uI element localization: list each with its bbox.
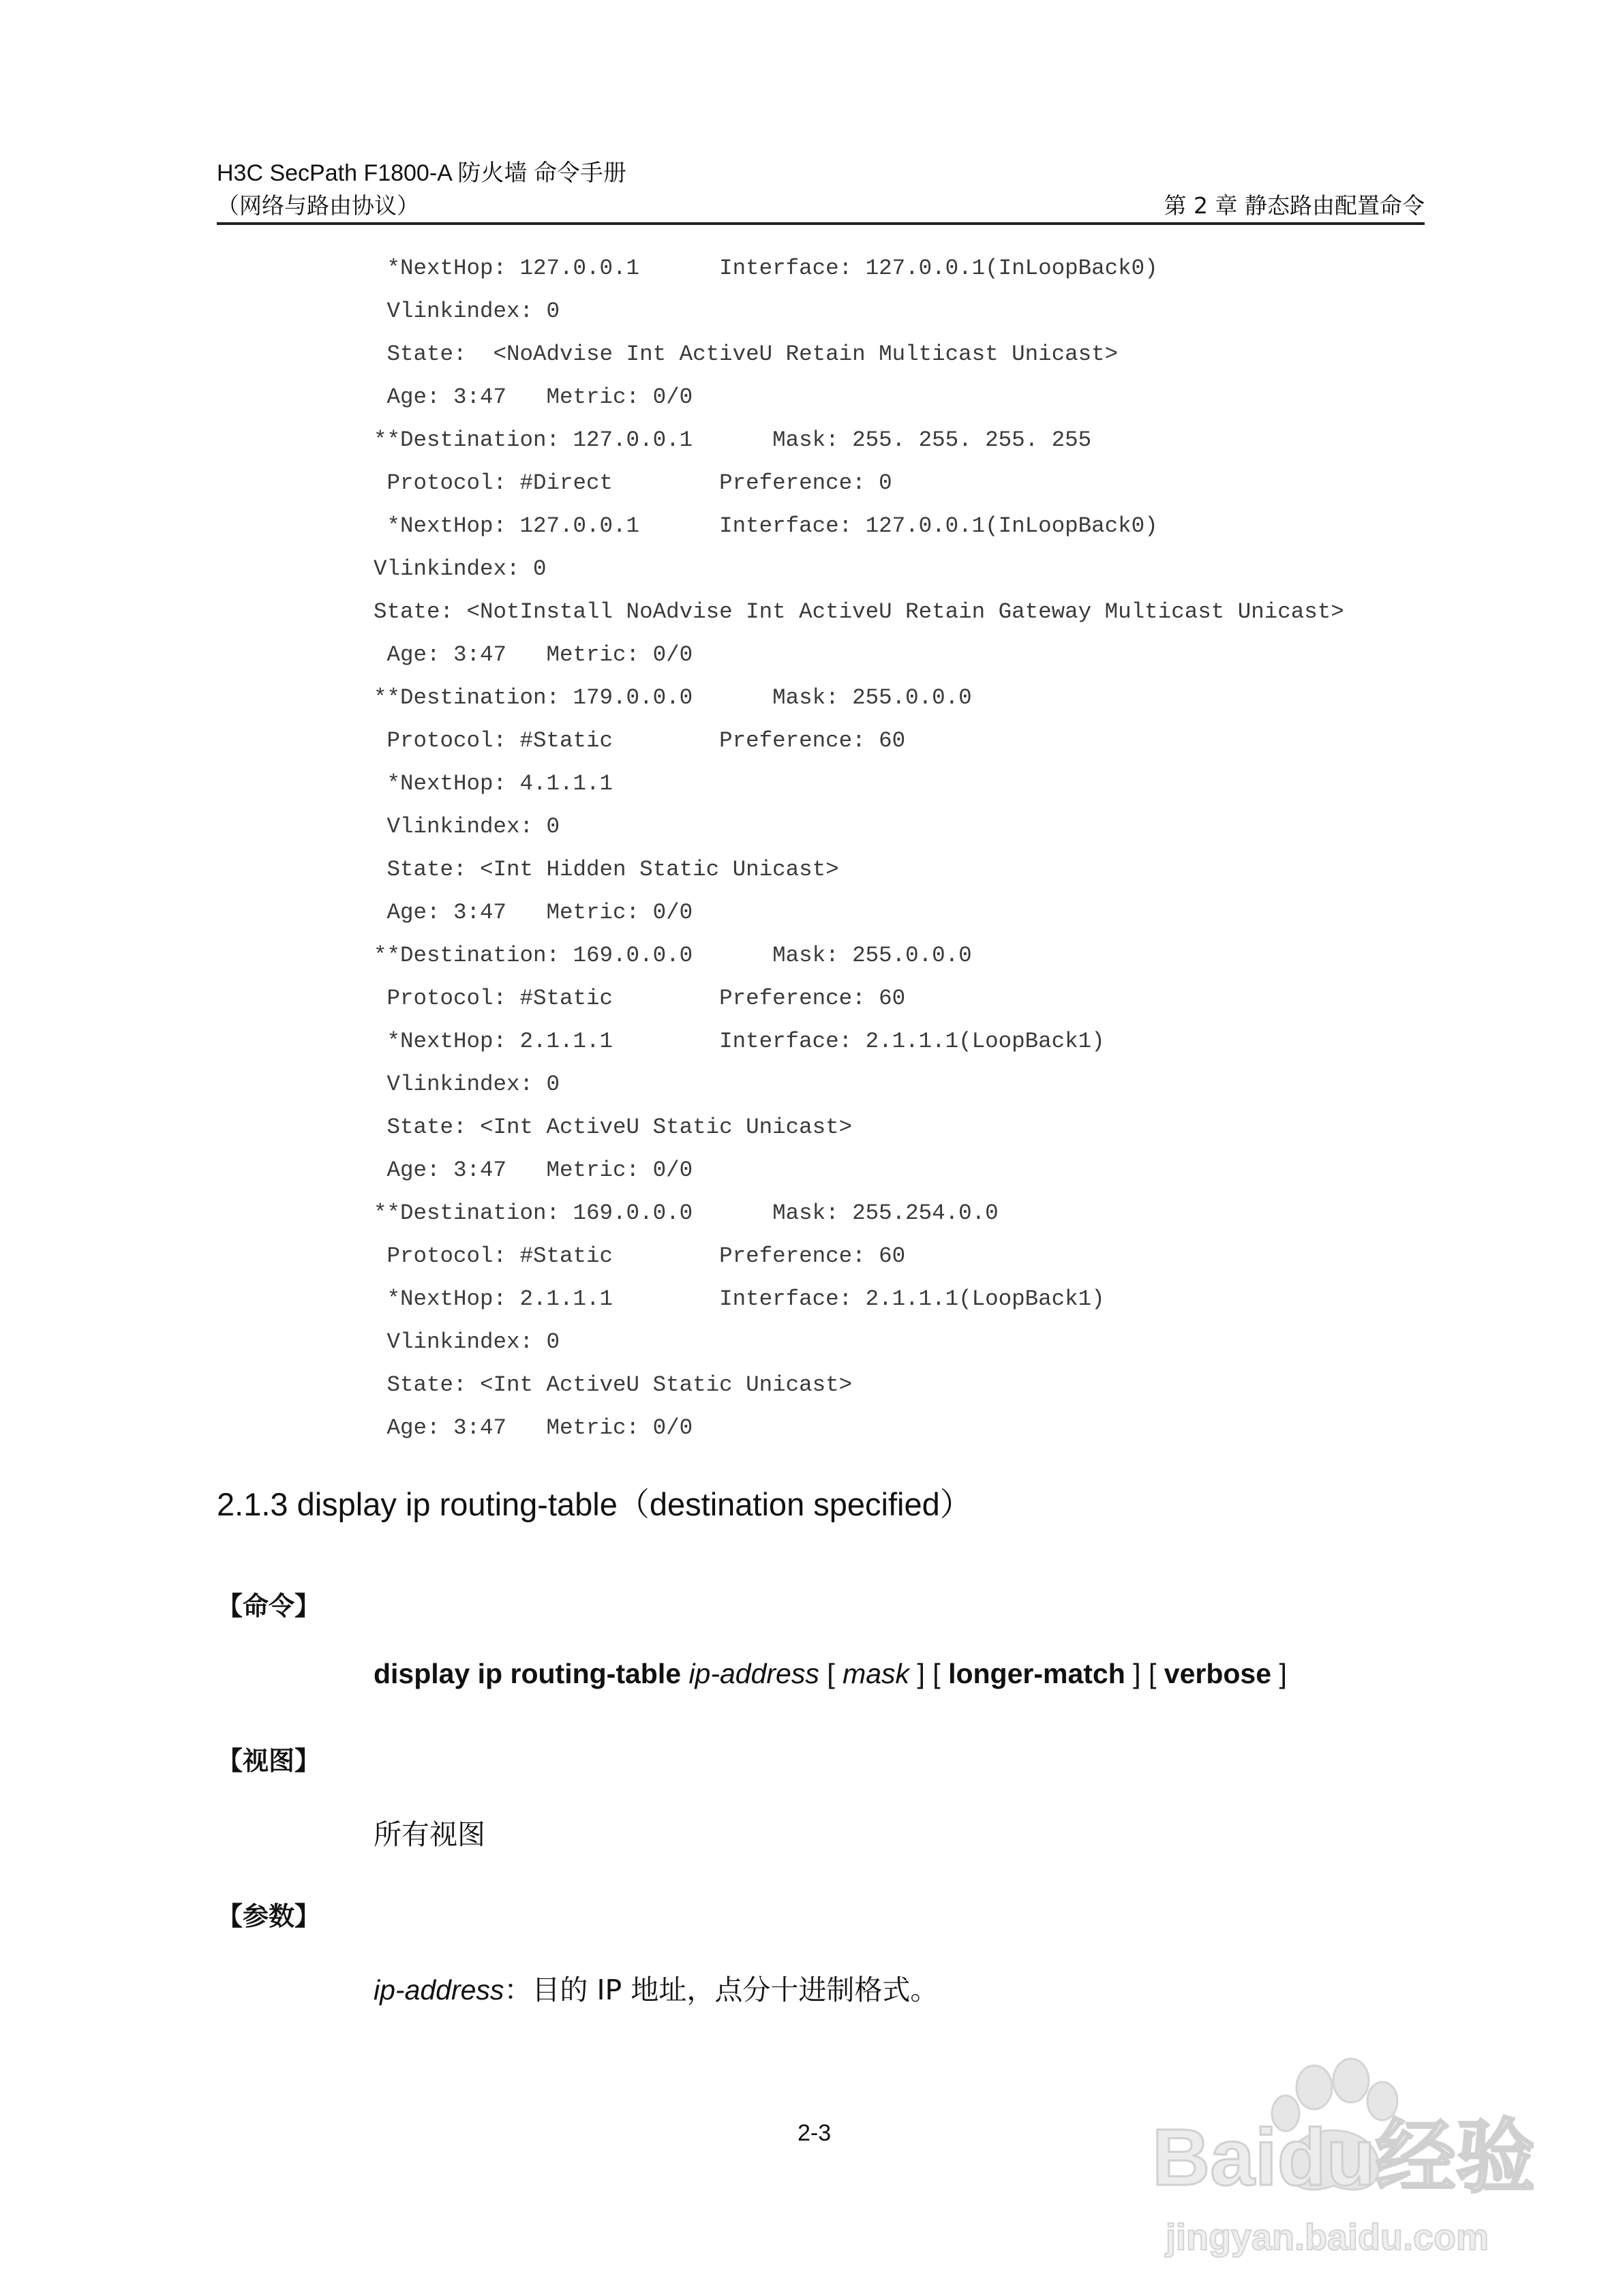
- section-heading: 2.1.3 display ip routing-table（destination specified）: [217, 1486, 972, 1522]
- code-line: *NextHop: 127.0.0.1 Interface: 127.0.0.1(InLoopBack0): [374, 256, 1158, 281]
- code-line: Protocol: #Static Preference: 60: [374, 1243, 906, 1269]
- code-line: **Destination: 169.0.0.0 Mask: 255.254.0.0: [374, 1200, 999, 1226]
- keyword-longer-match: longer-match: [948, 1658, 1125, 1689]
- baidu-jingyan-watermark: [1152, 2045, 1534, 2263]
- code-line: Age: 3:47 Metric: 0/0: [374, 384, 693, 410]
- chapter-title: 第 2 章 静态路由配置命令: [1164, 192, 1425, 219]
- document-subtitle: （网络与路由协议）: [217, 192, 419, 219]
- code-line: Vlinkindex: 0: [374, 299, 560, 324]
- code-line: *NextHop: 2.1.1.1 Interface: 2.1.1.1(LoopBack1): [374, 1029, 1105, 1054]
- code-line: Protocol: #Static Preference: 60: [374, 728, 906, 753]
- code-line: Age: 3:47 Metric: 0/0: [374, 900, 693, 925]
- page-header: [217, 154, 1425, 225]
- code-line: Age: 3:47 Metric: 0/0: [374, 1415, 693, 1440]
- code-line: **Destination: 169.0.0.0 Mask: 255.0.0.0: [374, 943, 972, 968]
- bracket: [: [827, 1658, 835, 1689]
- code-line: Protocol: #Direct Preference: 0: [374, 470, 892, 496]
- code-line: Vlinkindex: 0: [374, 814, 560, 839]
- page-number: 2-3: [798, 2120, 832, 2146]
- code-line: State: <Int ActiveU Static Unicast>: [374, 1372, 853, 1398]
- code-line: Vlinkindex: 0: [374, 556, 547, 581]
- watermark-url: jingyan.baidu.com: [1166, 2217, 1489, 2258]
- param-description: ：目的 IP 地址，点分十进制格式。: [504, 1974, 939, 2006]
- paw-icon: [1152, 2045, 1534, 2263]
- code-line: Age: 3:47 Metric: 0/0: [374, 1158, 693, 1183]
- code-line: State: <NoAdvise Int ActiveU Retain Multicast Unicast>: [374, 342, 1119, 367]
- code-line: State: <Int ActiveU Static Unicast>: [374, 1115, 853, 1140]
- command-syntax: [374, 1658, 1287, 1690]
- code-line: Vlinkindex: 0: [374, 1072, 560, 1097]
- code-line: *NextHop: 127.0.0.1 Interface: 127.0.0.1(InLoopBack0): [374, 513, 1158, 539]
- code-line: **Destination: 179.0.0.0 Mask: 255.0.0.0: [374, 685, 972, 710]
- watermark-brand: Baidu经验: [1152, 2113, 1534, 2203]
- param-line: [374, 1967, 938, 2008]
- bracket: ]: [1279, 1658, 1287, 1689]
- param-name: ip-address: [374, 1974, 504, 2006]
- command-keyword: display ip routing-table: [374, 1658, 682, 1689]
- code-line: Vlinkindex: 0: [374, 1329, 560, 1355]
- code-line: *NextHop: 4.1.1.1: [374, 771, 613, 796]
- arg-ip-address: ip-address: [688, 1658, 819, 1689]
- code-line: **Destination: 127.0.0.1 Mask: 255. 255. 255. 255: [374, 427, 1092, 453]
- keyword-verbose: verbose: [1164, 1658, 1272, 1689]
- document-title: H3C SecPath F1800-A 防火墙 命令手册: [217, 160, 626, 186]
- code-line: State: <Int Hidden Static Unicast>: [374, 857, 839, 882]
- command-heading: 【命令】: [217, 1591, 321, 1621]
- code-line: Protocol: #Static Preference: 60: [374, 986, 906, 1011]
- code-line: *NextHop: 2.1.1.1 Interface: 2.1.1.1(LoopBack1): [374, 1286, 1105, 1312]
- arg-mask: mask: [843, 1658, 910, 1689]
- bracket: ] [: [917, 1658, 941, 1689]
- params-heading: 【参数】: [217, 1901, 321, 1931]
- view-text: 所有视图: [374, 1818, 485, 1851]
- code-line: State: <NotInstall NoAdvise Int ActiveU Retain Gateway Multicast Unicast>: [374, 599, 1344, 624]
- view-heading: 【视图】: [217, 1746, 321, 1776]
- code-line: Age: 3:47 Metric: 0/0: [374, 642, 693, 667]
- bracket: ] [: [1133, 1658, 1157, 1689]
